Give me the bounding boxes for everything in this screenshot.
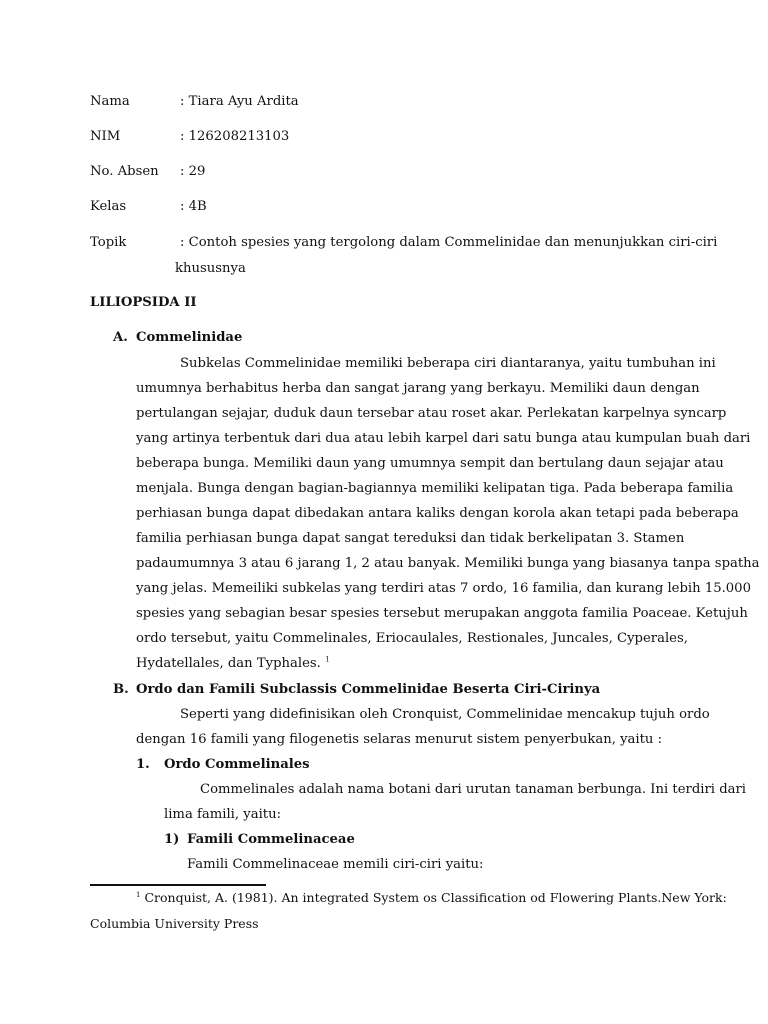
topik-label: Topik bbox=[90, 235, 127, 250]
sec-a-line: familia perhiasan bunga dapat sangat tereduksi dan tidak berkelipatan 3. Stamen bbox=[136, 531, 685, 546]
absen-label: No. Absen bbox=[90, 164, 159, 179]
footnote-separator bbox=[90, 884, 266, 886]
sec-a-line: yang jelas. Memeiliki subkelas yang terdiri atas 7 ordo, 16 familia, dan kurang lebih 15.000 bbox=[136, 581, 751, 596]
kelas-value: : 4B bbox=[180, 199, 207, 214]
section-title: LILIOPSIDA II bbox=[90, 295, 197, 310]
nim-label: NIM bbox=[90, 129, 121, 144]
absen-value: : 29 bbox=[180, 164, 206, 179]
sec-a-line: menjala. Bunga dengan bagian-bagiannya memiliki kelipatan tiga. Pada beberapa familia bbox=[136, 481, 734, 496]
sec-b-title: Ordo dan Famili Subclassis Commelinidae Beserta Ciri-Cirinya bbox=[136, 682, 601, 697]
sec-a-line: perhiasan bunga dapat dibedakan antara kaliks dengan korola akan tetapi pada beberapa bbox=[136, 506, 739, 521]
sec-a-line: yang artinya terbentuk dari dua atau lebih karpel dari satu bunga atau kumpulan buah dari bbox=[136, 431, 751, 446]
footnote-marker: 1 bbox=[136, 890, 141, 899]
footnote-reference[interactable]: 1 bbox=[325, 655, 330, 664]
famili1-marker: 1) bbox=[164, 832, 180, 847]
nim-value: : 126208213103 bbox=[180, 129, 290, 144]
sec-a-line: padaumumnya 3 atau 6 jarang 1, 2 atau banyak. Memiliki bunga yang biasanya tanpa spatha bbox=[136, 556, 760, 571]
footnote-line2: Columbia University Press bbox=[90, 916, 259, 931]
sec-a-last-line bbox=[136, 655, 330, 673]
famili1-line: Famili Commelinaceae memili ciri-ciri yaitu: bbox=[187, 857, 484, 872]
name-label: Nama bbox=[90, 94, 130, 109]
sec-a-line: beberapa bunga. Memiliki daun yang umumnya sempit dan bertulang daun sejajar atau bbox=[136, 456, 724, 471]
famili1-title: Famili Commelinaceae bbox=[187, 832, 355, 847]
footnote-line1 bbox=[136, 889, 727, 907]
topik-value-line1: : Contoh spesies yang tergolong dalam Commelinidae dan menunjukkan ciri-ciri bbox=[180, 235, 718, 250]
footnote-text: Cronquist, A. (1981). An integrated System os Classification od Flowering Plants.New York: bbox=[144, 890, 727, 905]
sec-a-line: ordo tersebut, yaitu Commelinales, Eriocaulales, Restionales, Juncales, Cyperales, bbox=[136, 631, 688, 646]
sec-a-line: pertulangan sejajar, duduk daun tersebar atau roset akar. Perlekatan karpelnya syncarp bbox=[136, 406, 727, 421]
sec-a-marker: A. bbox=[113, 330, 128, 345]
sec-a-title: Commelinidae bbox=[136, 330, 243, 345]
sec-a-line: umumnya berhabitus herba dan sangat jarang yang berkayu. Memiliki daun dengan bbox=[136, 381, 700, 396]
name-value: : Tiara Ayu Ardita bbox=[180, 94, 299, 109]
sec-a-line: spesies yang sebagian besar spesies tersebut merupakan anggota familia Poaceae. Ketujuh bbox=[136, 606, 748, 621]
sec-b-marker: B. bbox=[113, 682, 129, 697]
topik-value-line2: khususnya bbox=[175, 261, 246, 276]
ordo1-line: lima famili, yaitu: bbox=[164, 807, 282, 822]
ordo1-title: Ordo Commelinales bbox=[164, 757, 310, 772]
ordo1-marker: 1. bbox=[136, 757, 150, 772]
sec-b-line: dengan 16 famili yang filogenetis selaras menurut sistem penyerbukan, yaitu : bbox=[136, 732, 663, 747]
ordo1-line: Commelinales adalah nama botani dari urutan tanaman berbunga. Ini terdiri dari bbox=[200, 782, 747, 797]
kelas-label: Kelas bbox=[90, 199, 127, 214]
sec-a-line: Hydatellales, dan Typhales. bbox=[136, 656, 321, 671]
sec-a-line: Subkelas Commelinidae memiliki beberapa ciri diantaranya, yaitu tumbuhan ini bbox=[180, 356, 716, 371]
sec-b-line: Seperti yang didefinisikan oleh Cronquist, Commelinidae mencakup tujuh ordo bbox=[180, 707, 710, 722]
